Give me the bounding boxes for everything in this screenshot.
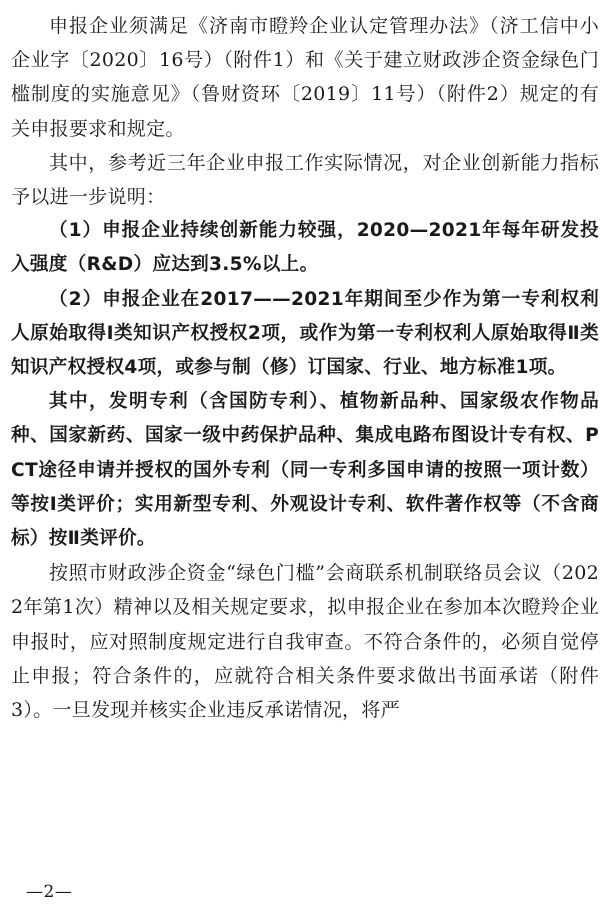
page-number: —2—: [26, 882, 73, 902]
paragraph-green-threshold: 按照市财政涉企资金“绿色门槛”会商联系机制联络员会议（2022年第1次）精神以及相关规定要求，拟申报企业在参加本次瞪羚企业申报时，应对照制度规定进行自我审查。不符合条件的，必须自觉停止申报；符合条件的，应就符合相关条件要求做出书面承诺（附件3）。一旦发现并核实企业违反承诺情况，将严: [11, 562, 599, 722]
paragraph-ip-classification: 其中，发明专利（含国防专利）、植物新品种、国家级农作物品种、国家新药、国家一级中药保护品种、集成电路布图设计专有权、PCT途径申请并授权的国外专利（同一专利多国申请的按照一项计数）等按Ⅰ类评价；实用新型专利、外观设计专利、软件著作权等（不含商标）按Ⅱ类评价。: [11, 391, 599, 550]
paragraph-innovation-intro: 其中，参考近三年企业申报工作实际情况，对企业创新能力指标予以进一步说明：: [11, 151, 599, 209]
paragraph-requirements: 申报企业须满足《济南市瞪羚企业认定管理办法》（济工信中小企业字〔2020〕16号）（附件1）和《关于建立财政涉企资金绿色门槛制度的实施意见》（鲁财资环〔2019〕11号）（附件2）规定的有关申报要求和规定。: [11, 15, 599, 140]
paragraph-ip-authorization: （2）申报企业在2017——2021年期间至少作为第一专利权利人原始取得Ⅰ类知识产权授权2项，或作为第一专利权利人原始取得Ⅱ类知识产权授权4项，或参与制（修）订国家、行业、地方标准1项。: [11, 288, 599, 379]
paragraph-rd-intensity: （1）申报企业持续创新能力较强，2020—2021年每年研发投入强度（R&D）应达到3.5%以上。: [11, 220, 599, 276]
document-body: [11, 9, 599, 727]
